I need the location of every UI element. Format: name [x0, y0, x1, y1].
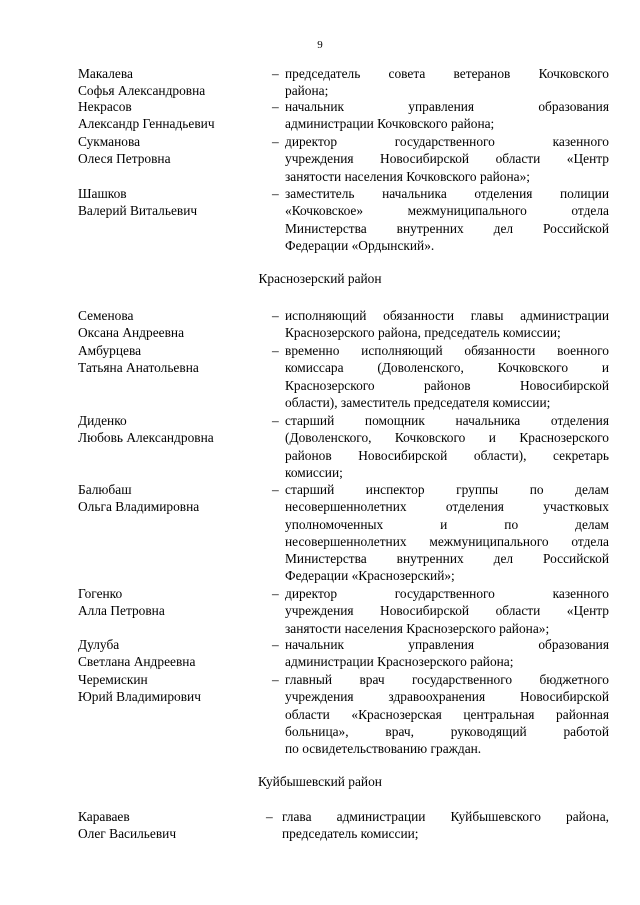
dash-separator: –: [266, 809, 273, 824]
member-name-line: Алла Петровна: [78, 603, 165, 619]
member-role-line: главный врач государственного бюджетного: [285, 672, 609, 687]
member-role-line: глава администрации Куйбышевского района,: [282, 809, 609, 824]
member-role-line: заместитель начальника отделения полиции: [285, 186, 609, 201]
member-role-line: администрации Кочковского района;: [285, 116, 495, 132]
page-number: 9: [317, 39, 323, 51]
dash-separator: –: [272, 343, 279, 358]
member-role-line: Министерства внутренних дел Российской: [285, 220, 609, 236]
member-name-line: Светлана Андреевна: [78, 654, 196, 670]
member-name: [78, 585, 268, 620]
dash-separator: –: [272, 672, 279, 687]
member-name-line: Любовь Александровна: [78, 430, 214, 446]
member-role: [285, 133, 609, 185]
member-name: [78, 481, 268, 516]
member-role: [285, 585, 609, 637]
member-role: [285, 98, 609, 133]
member-name-line: Олег Васильевич: [78, 826, 177, 842]
member-role-line: Федерации «Краснозерский»;: [285, 568, 455, 584]
dash-separator: –: [272, 586, 279, 601]
member-role-line: начальник управления образования: [285, 637, 609, 652]
member-name-line: Балюбаш: [78, 482, 132, 497]
member-name: [78, 671, 268, 706]
member-name-line: Татьяна Анатольевна: [78, 360, 199, 376]
member-name-line: Ольга Владимировна: [78, 499, 200, 515]
member-role-line: комиссии;: [285, 464, 343, 480]
member-name-line: Некрасов: [78, 99, 132, 114]
member-name-line: Черемискин: [78, 672, 148, 687]
member-role-line: временно исполняющий обязанности военного: [285, 343, 609, 358]
member-role: [285, 307, 609, 342]
member-name-line: Юрий Владимирович: [78, 689, 201, 705]
member-role-line: начальник управления образования: [285, 99, 609, 114]
member-name-line: Амбурцева: [78, 343, 142, 358]
member-name: [78, 342, 268, 377]
member-role: [285, 412, 609, 481]
member-role-line: учреждения Новосибирской области «Центр: [285, 603, 609, 619]
member-name-line: Караваев: [78, 809, 130, 824]
member-role-line: «Кочковское» межмуниципального отдела: [285, 203, 609, 219]
member-role-line: председатель комиссии;: [282, 826, 419, 842]
member-name-line: Макалева: [78, 66, 133, 81]
dash-separator: –: [272, 186, 279, 201]
member-name-line: Гогенко: [78, 586, 123, 601]
member-name-line: Дулуба: [78, 637, 120, 652]
member-role-line: занятости населения Краснозерского района»;: [285, 620, 550, 636]
member-role-line: исполняющий обязанности главы администрации: [285, 308, 609, 323]
dash-separator: –: [272, 99, 279, 114]
member-role-line: (Доволенского, Кочковского и Краснозерского: [285, 430, 609, 446]
member-name: [78, 98, 268, 133]
member-name-line: Сукманова: [78, 134, 141, 149]
dash-separator: –: [272, 413, 279, 428]
member-role-line: учреждения Новосибирской области «Центр: [285, 151, 609, 167]
member-role-line: администрации Краснозерского района;: [285, 654, 514, 670]
member-role: [285, 342, 609, 411]
district-heading: Краснозерский район: [258, 271, 382, 286]
member-role-line: области), заместитель председателя комиссии;: [285, 394, 551, 410]
member-role-line: несовершеннолетних отделения участковых: [285, 499, 609, 515]
member-role-line: области «Краснозерская центральная районная: [285, 706, 609, 722]
member-role-line: больница», врач, руководящий работой: [285, 723, 609, 739]
member-role: [285, 671, 609, 757]
member-name: [78, 307, 268, 342]
member-name: [78, 808, 268, 843]
member-name-line: Софья Александровна: [78, 83, 206, 99]
member-role-line: учреждения здравоохранения Новосибирской: [285, 689, 609, 705]
member-name: [78, 636, 268, 671]
member-role-line: старший помощник начальника отделения: [285, 413, 609, 428]
member-name-line: Олеся Петровна: [78, 151, 171, 167]
member-role-line: занятости населения Кочковского района»;: [285, 168, 530, 184]
member-role-line: старший инспектор группы по делам: [285, 482, 609, 497]
member-role-line: по освидетельствованию граждан.: [285, 741, 482, 757]
member-role-line: Федерации «Ордынский».: [285, 237, 435, 253]
member-name: [78, 412, 268, 447]
member-name-line: Александр Геннадьевич: [78, 116, 215, 132]
member-role-line: районов Новосибирской области), секретарь: [285, 447, 609, 463]
member-role-line: председатель совета ветеранов Кочковского: [285, 66, 609, 81]
member-name: [78, 133, 268, 168]
dash-separator: –: [272, 134, 279, 149]
member-role-line: директор государственного казенного: [285, 134, 609, 149]
member-name-line: Шашков: [78, 186, 127, 201]
member-role: [285, 481, 609, 585]
dash-separator: –: [272, 308, 279, 323]
member-name-line: Семенова: [78, 308, 134, 323]
district-heading: Куйбышевский район: [258, 774, 382, 789]
member-role-line: Краснозерского района, председатель комиссии;: [285, 325, 561, 341]
member-role: [282, 808, 609, 843]
member-name-line: Валерий Витальевич: [78, 203, 198, 219]
member-role-line: комиссара (Доволенского, Кочковского и: [285, 360, 609, 376]
member-role-line: Краснозерского районов Новосибирской: [285, 377, 609, 393]
member-role-line: района;: [285, 83, 329, 99]
member-role: [285, 636, 609, 671]
member-role: [285, 65, 609, 100]
member-name: [78, 65, 268, 100]
dash-separator: –: [272, 482, 279, 497]
member-role-line: Министерства внутренних дел Российской: [285, 551, 609, 567]
member-role-line: директор государственного казенного: [285, 586, 609, 601]
member-role-line: уполномоченных и по делам: [285, 516, 609, 532]
member-role-line: несовершеннолетних межмуниципального отдела: [285, 533, 609, 549]
member-role: [285, 185, 609, 254]
dash-separator: –: [272, 66, 279, 81]
member-name: [78, 185, 268, 220]
member-name-line: Оксана Андреевна: [78, 325, 185, 341]
dash-separator: –: [272, 637, 279, 652]
member-name-line: Диденко: [78, 413, 127, 428]
